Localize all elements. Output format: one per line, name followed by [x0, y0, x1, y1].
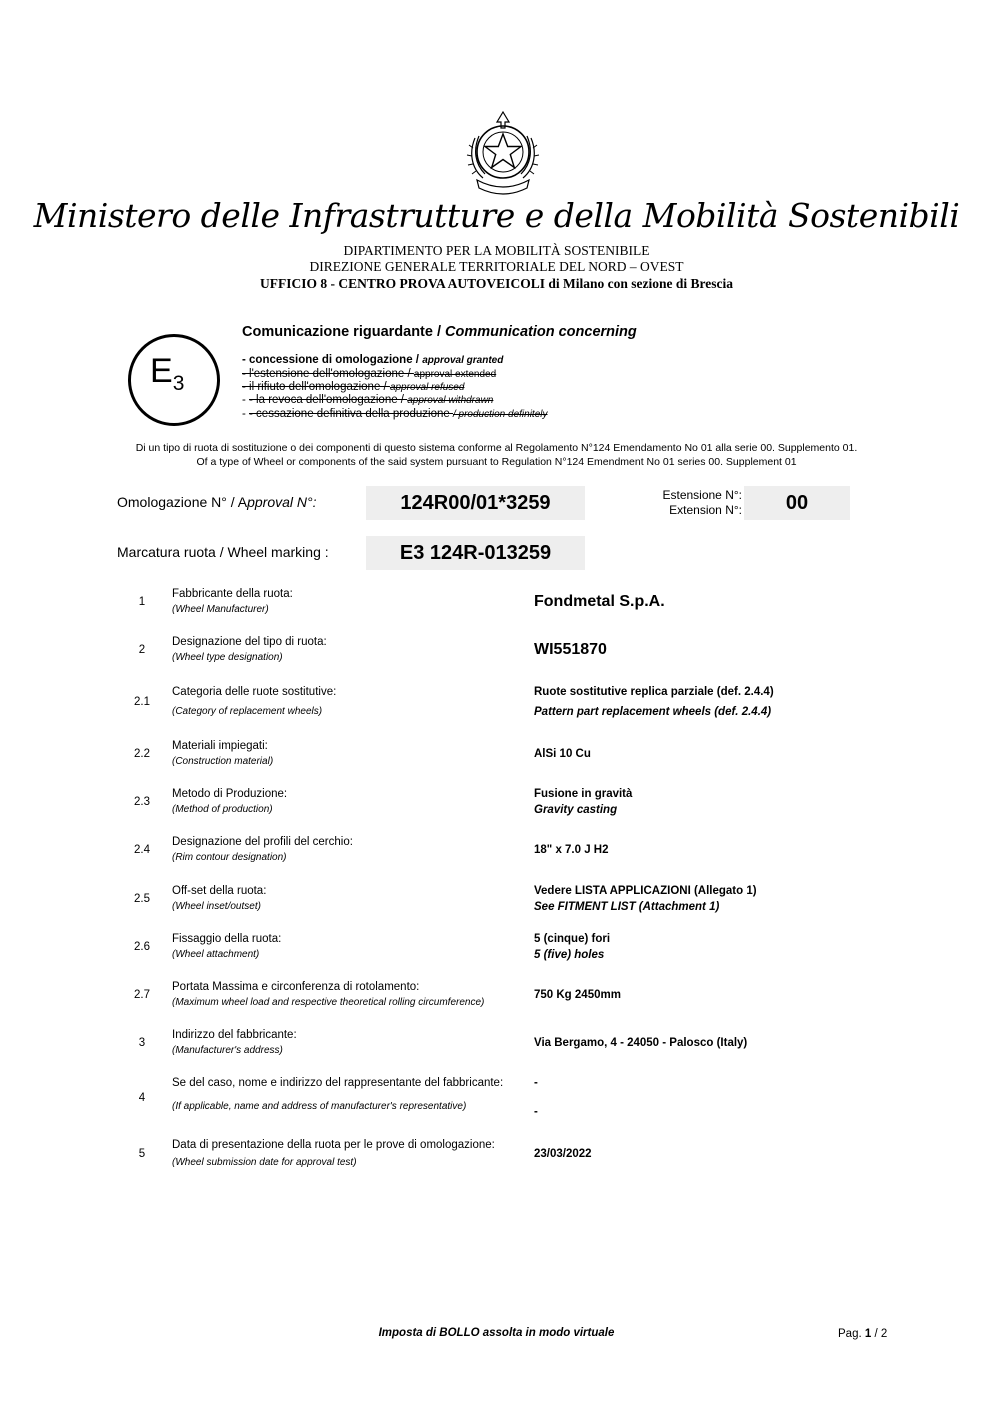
item-label-en: (Maximum wheel load and respective theoretical rolling circumference)	[172, 997, 485, 1008]
page-prefix: Pag.	[838, 1328, 865, 1340]
item-label: Metodo di Produzione:	[172, 788, 288, 800]
item-value: 18" x 7.0 J H2	[534, 844, 609, 856]
item-label-en: (Wheel type designation)	[172, 652, 283, 663]
option-approval-refused	[242, 381, 464, 393]
wheel-marking-label: Marcatura ruota / Wheel marking :	[117, 544, 329, 560]
office-rest: di Milano con sezione di Brescia	[544, 276, 733, 291]
item-label-en: (Category of replacement wheels)	[172, 706, 323, 717]
option-en: approval extended	[413, 369, 497, 380]
item-value: Fondmetal S.p.A.	[534, 593, 665, 610]
item-number: 3	[138, 1037, 146, 1049]
option-it: - concessione di omologazione /	[242, 354, 423, 366]
approval-label-en: pproval N°:	[247, 494, 317, 510]
item-label: Designazione del tipo di ruota:	[172, 636, 327, 648]
item-value: 23/03/2022	[534, 1148, 592, 1160]
item-number: 2.7	[134, 989, 150, 1001]
office-bold: UFFICIO 8 - CENTRO PROVA AUTOVEICOLI	[260, 276, 545, 291]
wheel-marking: E3 124R-013259	[366, 536, 585, 570]
item-label-en: (Method of production)	[172, 804, 273, 815]
item-number: 2.6	[134, 941, 150, 953]
communication-title-it: Comunicazione riguardante /	[242, 324, 446, 340]
option-en: approval withdrawn	[407, 395, 494, 406]
approval-label	[117, 494, 317, 510]
item-value-en: See FITMENT LIST (Attachment 1)	[534, 901, 720, 913]
item-label-en: (Wheel submission date for approval test)	[172, 1157, 357, 1168]
extension-number: 00	[744, 486, 850, 520]
item-number: 2.1	[134, 696, 150, 708]
option-en: approval refused	[389, 382, 465, 393]
item-value-en: Gravity casting	[534, 804, 618, 816]
item-number: 1	[138, 596, 146, 608]
item-value-en: -	[534, 1106, 538, 1118]
item-label: Data di presentazione della ruota per le prove di omologazione:	[172, 1139, 495, 1151]
option-approval-extended	[242, 368, 496, 380]
e3-mark	[150, 354, 184, 401]
item-label: Categoria delle ruote sostitutive:	[172, 686, 337, 698]
extension-label-en: Extension N°:	[669, 503, 742, 517]
item-label: Designazione del profili del cerchio:	[172, 836, 353, 848]
item-label-en: (Manufacturer's address)	[172, 1045, 283, 1056]
item-label-en: (If applicable, name and address of manufacturer's representative)	[172, 1101, 467, 1112]
department-line: DIPARTIMENTO PER LA MOBILITÀ SOSTENIBILE	[343, 243, 650, 258]
item-value: Vedere LISTA APPLICAZIONI (Allegato 1)	[534, 885, 757, 897]
item-value: Via Bergamo, 4 - 24050 - Palosco (Italy)	[534, 1037, 748, 1049]
item-number: 4	[138, 1092, 146, 1104]
item-label-en: (Wheel attachment)	[172, 949, 260, 960]
item-value: 5 (cinque) fori	[534, 933, 611, 945]
option-en: / production definitely	[452, 409, 548, 420]
item-label-en: (Construction material)	[172, 756, 274, 767]
item-number: 5	[138, 1148, 146, 1160]
page-total: / 2	[871, 1328, 888, 1340]
option-en: approval granted	[422, 355, 504, 366]
item-label: Se del caso, nome e indirizzo del rappresentante del fabbricante:	[172, 1077, 504, 1089]
conformity-it: Di un tipo di ruota di sostituzione o dei componenti di questo sistema conforme al Regolamento N°124 Emendamento No 01 alla serie 00. Supplemento 01.	[135, 442, 858, 454]
item-label: Fabbricante della ruota:	[172, 588, 293, 600]
item-label-en: (Wheel inset/outset)	[172, 901, 261, 912]
option-it: - la revoca dell'omologazione /	[249, 394, 408, 406]
office-line	[0, 276, 993, 292]
item-label: Indirizzo del fabbricante:	[172, 1029, 297, 1041]
stamp-duty-note: Imposta di BOLLO assolta in modo virtuale	[378, 1327, 615, 1339]
option-approval-granted	[242, 354, 503, 366]
page-current: 1	[864, 1328, 872, 1340]
item-label: Materiali impiegati:	[172, 740, 268, 752]
item-value: AlSi 10 Cu	[534, 748, 591, 760]
item-label: Portata Massima e circonferenza di rotolamento:	[172, 981, 420, 993]
item-number: 2.4	[134, 844, 150, 856]
item-value: Ruote sostitutive replica parziale (def. 2.4.4)	[534, 686, 774, 698]
item-value-en: 5 (five) holes	[534, 949, 605, 961]
item-label-en: (Rim contour designation)	[172, 852, 287, 863]
extension-label-it: Estensione N°:	[662, 488, 742, 502]
item-label-en: (Wheel Manufacturer)	[172, 604, 269, 615]
e-letter: E	[150, 352, 173, 390]
item-label: Off-set della ruota:	[172, 885, 267, 897]
direction-line: DIREZIONE GENERALE TERRITORIALE DEL NORD – OVEST	[309, 259, 684, 274]
italian-republic-emblem	[463, 108, 543, 196]
option-it: - l'estensione dell'omologazione /	[242, 368, 414, 380]
item-number: 2.5	[134, 893, 150, 905]
country-number: 3	[172, 372, 185, 395]
option-production-ceased: - - cessazione definitiva della produzione / production definitely	[242, 408, 548, 420]
communication-title	[242, 324, 637, 340]
ministry-title: Ministero delle Infrastrutture e della Mobilità Sostenibili	[33, 196, 960, 235]
item-value: -	[534, 1077, 538, 1089]
page-number	[838, 1328, 887, 1340]
option-it: - il rifiuto dell'omologazione /	[242, 381, 390, 393]
communication-title-en: Communication concerning	[445, 324, 637, 340]
item-number: 2.3	[134, 796, 150, 808]
item-value-en: Pattern part replacement wheels (def. 2.4.4)	[534, 706, 772, 718]
item-value: 750 Kg 2450mm	[534, 989, 621, 1001]
item-value: WI551870	[534, 641, 607, 658]
item-value: Fusione in gravità	[534, 788, 633, 800]
approval-number: 124R00/01*3259	[366, 486, 585, 520]
conformity-en: Of a type of Wheel or components of the said system pursuant to Regulation N°124 Emendment No 01 series 00. Supplement 01	[196, 456, 797, 468]
item-label: Fissaggio della ruota:	[172, 933, 282, 945]
option-approval-withdrawn: - - la revoca dell'omologazione / approval withdrawn	[242, 394, 494, 406]
approval-label-it: Omologazione N° / A	[117, 494, 248, 510]
item-number: 2.2	[134, 748, 150, 760]
item-number: 2	[138, 644, 146, 656]
option-it: - cessazione definitiva della produzione	[249, 408, 453, 420]
